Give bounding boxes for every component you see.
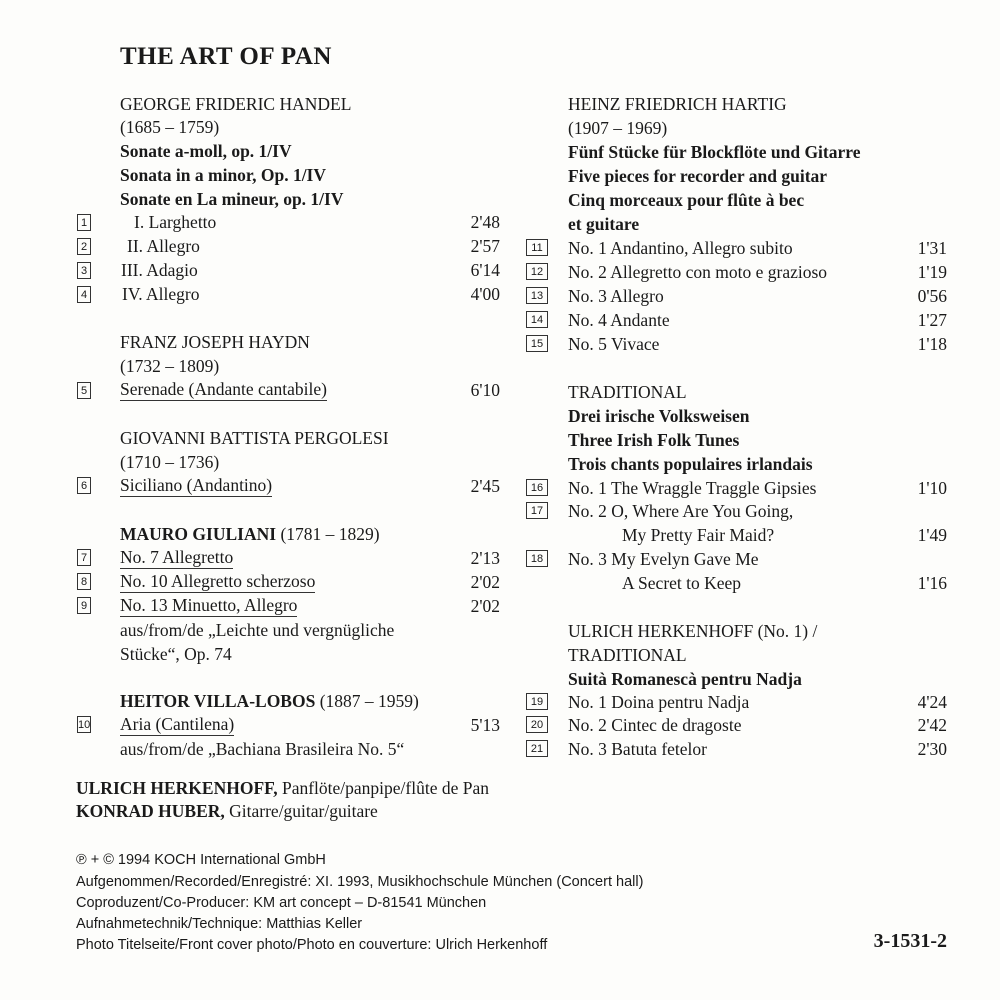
track-number: 17 (526, 502, 548, 519)
track-title: No. 1 Andantino, Allegro subito (568, 238, 793, 258)
track-number: 10 (77, 716, 91, 733)
track-title: Aria (Cantilena) (120, 714, 235, 734)
track-number: 11 (526, 239, 548, 256)
track-number: 6 (77, 477, 91, 494)
performer (76, 777, 489, 801)
track-number: 19 (526, 693, 548, 710)
work-title-fr-cont: et guitare (568, 214, 640, 234)
track-duration: 2'30 (917, 739, 947, 759)
track-duration: 2'13 (470, 548, 500, 568)
track-title: No. 2 O, Where Are You Going, (568, 501, 794, 521)
track-duration: 1'19 (917, 262, 947, 282)
track-title: II. Allegro (127, 236, 200, 256)
composer-name: GIOVANNI BATTISTA PERGOLESI (120, 428, 389, 448)
work-title-fr: Trois chants populaires irlandais (568, 454, 813, 474)
track-title: No. 3 Batuta fetelor (568, 739, 707, 759)
track-title: No. 2 Cintec de dragoste (568, 715, 742, 735)
track-title: No. 4 Andante (568, 310, 670, 330)
composer-name: GEORGE FRIDERIC HANDEL (120, 94, 352, 114)
composer-years: (1685 – 1759) (120, 117, 220, 137)
track-number: 20 (526, 716, 548, 733)
credit-line: Aufgenommen/Recorded/Enregistré: XI. 1993, Musikhochschule München (Concert hall) (76, 874, 644, 890)
track-duration: 2'45 (470, 476, 500, 496)
track-title-cont: My Pretty Fair Maid? (622, 525, 775, 545)
composer-name: HEINZ FRIEDRICH HARTIG (568, 94, 787, 114)
credit-line: Photo Titelseite/Front cover photo/Photo en couverture: Ulrich Herkenhoff (76, 937, 548, 953)
album-title: THE ART OF PAN (120, 43, 332, 70)
track-number: 14 (526, 311, 548, 328)
work-title-en: Three Irish Folk Tunes (568, 430, 740, 450)
track-title: No. 13 Minuetto, Allegro (120, 595, 298, 615)
track-number: 13 (526, 287, 548, 304)
track-number: 9 (77, 597, 91, 614)
track-number: 15 (526, 335, 548, 352)
composer-heading (120, 690, 419, 714)
source-note: aus/from/de „Leichte und vergnügliche (120, 620, 395, 640)
track-number: 16 (526, 479, 548, 496)
track-title-cont: A Secret to Keep (622, 573, 742, 593)
track-title: Serenade (Andante cantabile) (120, 379, 327, 399)
track-number: 18 (526, 550, 548, 567)
track-duration: 5'13 (470, 715, 500, 735)
track-duration: 2'48 (470, 212, 500, 232)
composer-years: (1907 – 1969) (568, 118, 668, 138)
credit-line: Coproduzent/Co-Producer: KM art concept – D-81541 München (76, 895, 487, 911)
track-duration: 2'57 (470, 236, 500, 256)
track-number: 5 (77, 382, 91, 399)
track-title: I. Larghetto (134, 212, 217, 232)
composer-years: (1710 – 1736) (120, 452, 220, 472)
work-title-de: Fünf Stücke für Blockflöte und Gitarre (568, 142, 861, 162)
performer (76, 800, 378, 824)
catalog-number: 3-1531-2 (873, 930, 947, 952)
track-title: Siciliano (Andantino) (120, 475, 273, 495)
track-duration: 2'02 (470, 572, 500, 592)
track-duration: 0'56 (917, 286, 947, 306)
composer-name-cont: TRADITIONAL (568, 645, 687, 665)
composer-years: (1732 – 1809) (120, 356, 220, 376)
copyright-line: ℗ + © 1994 KOCH International GmbH (76, 852, 326, 868)
track-number: 3 (77, 262, 91, 279)
performer-role: Gitarre/guitar/guitare (224, 801, 378, 821)
credit-line: Aufnahmetechnik/Technique: Matthias Keller (76, 916, 363, 932)
track-title: No. 10 Allegretto scherzoso (120, 571, 316, 591)
track-title: IV. Allegro (122, 284, 200, 304)
composer-years: (1887 – 1959) (319, 691, 419, 711)
source-note: aus/from/de „Bachiana Brasileira No. 5“ (120, 739, 405, 759)
performer-role: Panflöte/panpipe/flûte de Pan (277, 778, 490, 798)
composer-name: MAURO GIULIANI (120, 524, 277, 544)
track-title: No. 3 Allegro (568, 286, 664, 306)
work-title-en: Sonata in a minor, Op. 1/IV (120, 165, 327, 185)
work-title-fr: Sonate en La mineur, op. 1/IV (120, 189, 344, 209)
track-duration: 1'27 (917, 310, 947, 330)
track-duration: 1'31 (917, 238, 947, 258)
performer-name: ULRICH HERKENHOFF, (76, 778, 278, 798)
composer-name: ULRICH HERKENHOFF (No. 1) / (568, 621, 818, 641)
composer-name: HEITOR VILLA-LOBOS (120, 691, 316, 711)
track-duration: 6'10 (470, 380, 500, 400)
work-title-fr: Cinq morceaux pour flûte à bec (568, 190, 805, 210)
track-duration: 6'14 (470, 260, 500, 280)
track-number: 8 (77, 573, 91, 590)
work-title-en: Five pieces for recorder and guitar (568, 166, 828, 186)
track-number: 4 (77, 286, 91, 303)
track-title: III. Adagio (121, 260, 198, 280)
work-title-de: Drei irische Volksweisen (568, 406, 750, 426)
track-duration: 1'16 (917, 573, 947, 593)
source-note: Stücke“, Op. 74 (120, 644, 232, 664)
composer-name: TRADITIONAL (568, 382, 687, 402)
track-duration: 2'02 (470, 596, 500, 616)
track-number: 1 (77, 214, 91, 231)
track-duration: 2'42 (917, 715, 947, 735)
track-duration: 4'24 (917, 692, 947, 712)
work-title: Suità Romanescà pentru Nadja (568, 669, 802, 689)
track-duration: 1'49 (917, 525, 947, 545)
work-title-de: Sonate a-moll, op. 1/IV (120, 141, 292, 161)
track-duration: 4'00 (470, 284, 500, 304)
performer-name: KONRAD HUBER, (76, 801, 225, 821)
composer-name: FRANZ JOSEPH HAYDN (120, 332, 310, 352)
track-duration: 1'10 (917, 478, 947, 498)
track-number: 7 (77, 549, 91, 566)
track-title: No. 1 The Wraggle Traggle Gipsies (568, 478, 817, 498)
track-number: 21 (526, 740, 548, 757)
track-number: 2 (77, 238, 91, 255)
composer-years: (1781 – 1829) (280, 524, 380, 544)
track-title: No. 2 Allegretto con moto e grazioso (568, 262, 828, 282)
track-title: No. 7 Allegretto (120, 547, 234, 567)
track-title: No. 5 Vivace (568, 334, 660, 354)
track-duration: 1'18 (917, 334, 947, 354)
track-number: 12 (526, 263, 548, 280)
composer-heading (120, 523, 380, 547)
track-title: No. 3 My Evelyn Gave Me (568, 549, 759, 569)
track-title: No. 1 Doina pentru Nadja (568, 692, 750, 712)
